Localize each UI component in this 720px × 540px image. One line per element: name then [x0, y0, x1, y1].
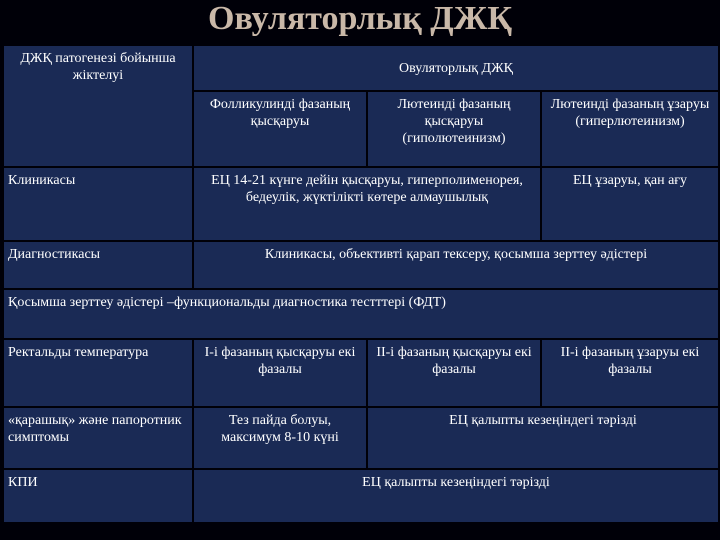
header-col2-label: Лютеинді фазаның қысқаруы (гиполютеинизм) — [397, 97, 511, 147]
pupil-merged-cell — [368, 408, 718, 468]
clinic-col3-cell — [542, 168, 718, 240]
kpi-label-cell — [4, 470, 192, 522]
clinic-col3-text: ЕЦ ұзаруы, қан ағу — [572, 173, 688, 188]
header-col2-cell — [368, 92, 540, 166]
extra-methods-text: Қосымша зерттеу әдістері –функциональды диагностика тестттері (ФДТ) — [8, 295, 446, 310]
table-row-rectal — [4, 340, 718, 406]
rectal-col3-cell — [542, 340, 718, 406]
rectal-label-cell — [4, 340, 192, 406]
header-classification-cell — [4, 46, 192, 166]
diagnostics-merged-cell — [194, 242, 718, 288]
table-row-extra-methods — [4, 290, 718, 338]
kpi-merged-text: ЕЦ қалыпты кезеңіндегі тәрізді — [362, 475, 550, 490]
pupil-label: «қарашық» және папоротник симптомы — [8, 413, 182, 445]
kpi-merged-cell — [194, 470, 718, 522]
rectal-col2-cell — [368, 340, 540, 406]
clinic-label: Клиникасы — [8, 173, 76, 188]
header-col1-label: Фолликулинді фазаның қысқаруы — [209, 97, 351, 130]
pupil-label-cell — [4, 408, 192, 468]
diagnostics-merged-text: Клиникасы, объективті қарап тексеру, қосымша зерттеу әдістері — [264, 247, 648, 262]
clinic-label-cell — [4, 168, 192, 240]
clinic-merged-cell — [194, 168, 540, 240]
rectal-col3-text: ІІ-і фазаның ұзаруы екі фазалы — [560, 345, 700, 377]
slide-title: Овуляторлық ДЖҚ — [208, 0, 512, 37]
pupil-merged-text: ЕЦ қалыпты кезеңіндегі тәрізді — [449, 413, 637, 428]
extra-methods-cell — [4, 290, 718, 338]
table-row-kpi — [4, 470, 718, 522]
rectal-label: Ректальды температура — [8, 345, 149, 360]
table-header-row — [4, 46, 718, 90]
rectal-col1-cell — [194, 340, 366, 406]
clinic-merged-text: ЕЦ 14-21 күнге дейін қысқаруы, гиперполименорея, бедеулік, жүктілікті көтере алмаушылық — [211, 173, 523, 205]
header-classification-label: ДЖҚ патогенезі бойынша жіктелуі — [20, 51, 176, 83]
rectal-col2-text: ІІ-і фазаның қысқаруы екі фазалы — [376, 345, 532, 377]
header-col1-cell — [194, 92, 366, 166]
header-col3-cell — [542, 92, 718, 166]
table-row-pupil — [4, 408, 718, 468]
ovulatory-table — [2, 44, 720, 524]
header-group-cell — [194, 46, 718, 90]
rectal-col1-text: І-і фазаның қысқаруы екі фазалы — [204, 345, 356, 377]
kpi-label: КПИ — [8, 475, 38, 490]
table-row-diagnostics — [4, 242, 718, 288]
table-row-clinic — [4, 168, 718, 240]
pupil-col1-text: Тез пайда болуы, максимум 8-10 күні — [221, 413, 339, 445]
diagnostics-label-cell — [4, 242, 192, 288]
diagnostics-label: Диагностикасы — [8, 247, 101, 262]
header-col3-label: Лютеинді фазаның ұзаруы (гиперлютеинизм) — [550, 97, 710, 130]
pupil-col1-cell — [194, 408, 366, 468]
header-group-label: Овуляторлық ДЖҚ — [399, 60, 513, 76]
